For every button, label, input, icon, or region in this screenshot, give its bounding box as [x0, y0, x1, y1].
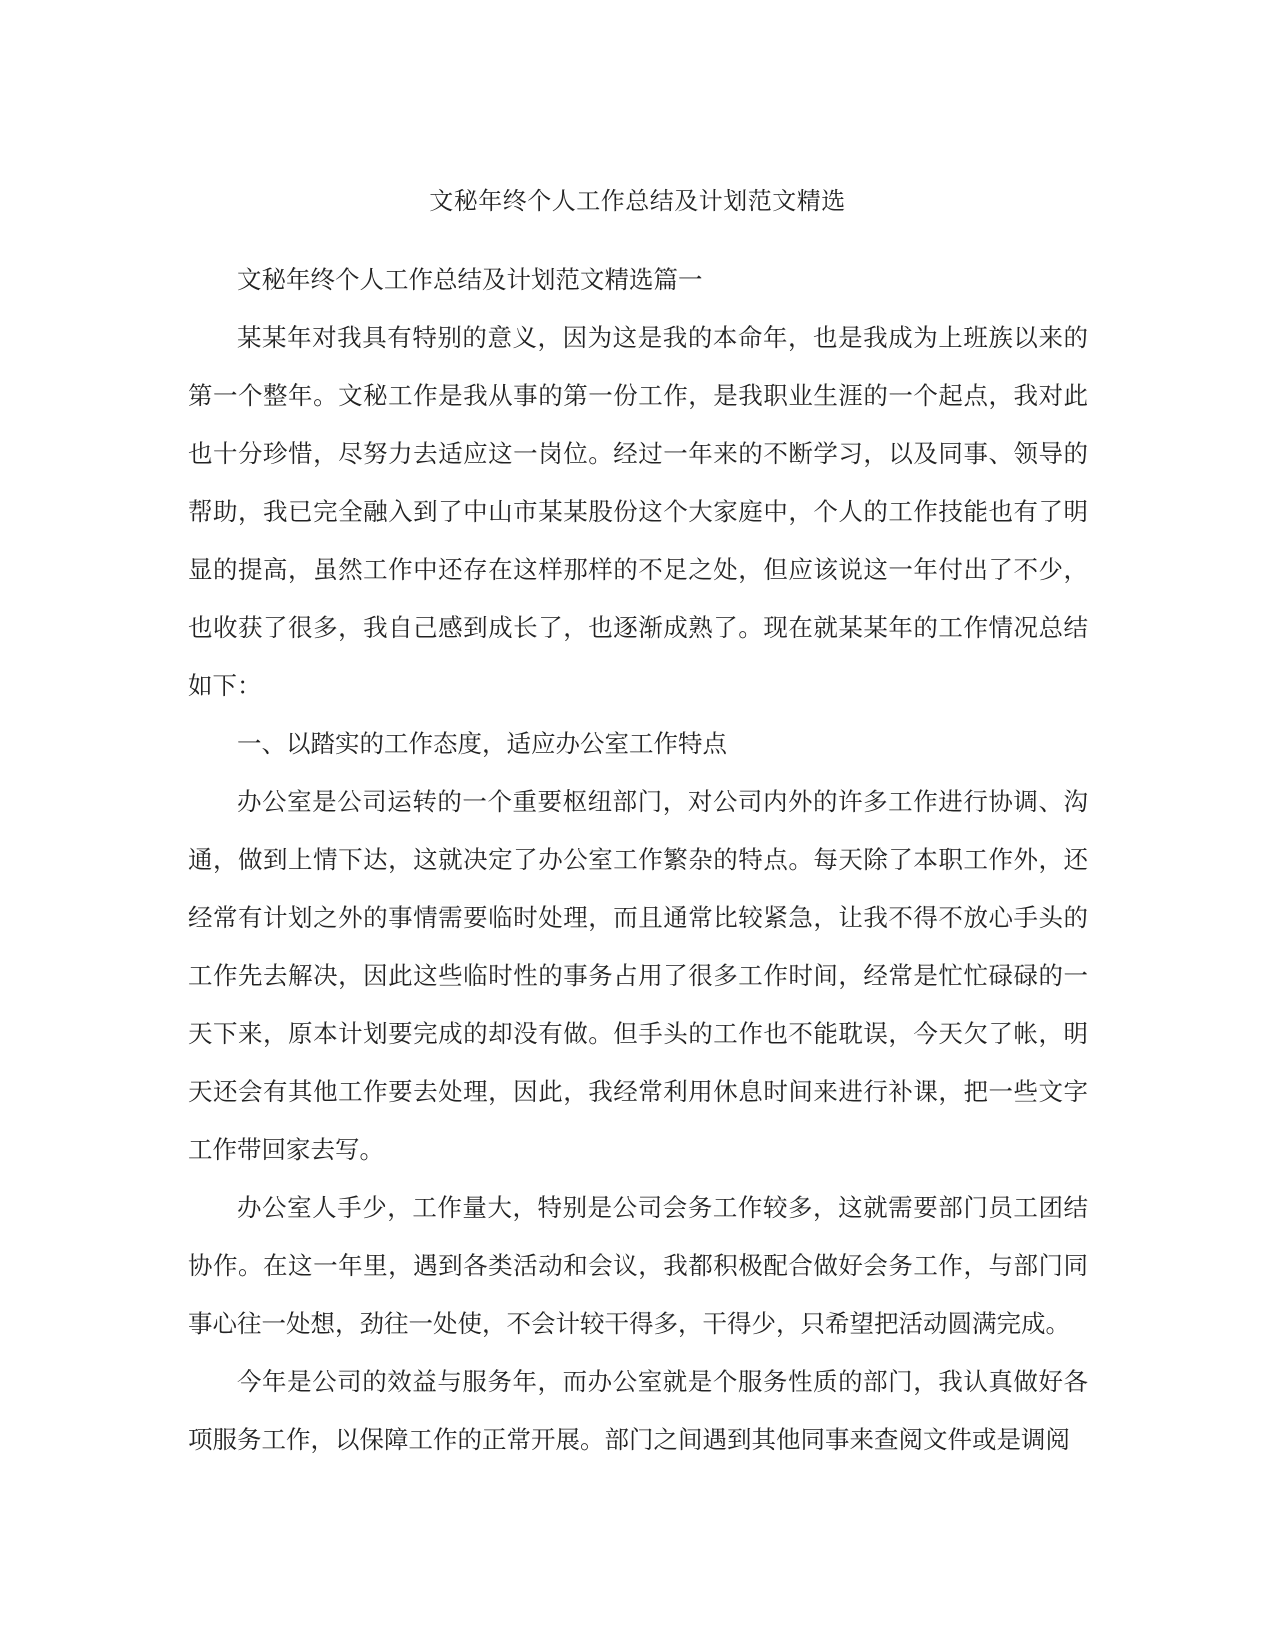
paragraph: 办公室人手少，工作量大，特别是公司会务工作较多，这就需要部门员工团结协作。在这一年里，遇到各类活动和会议，我都积极配合做好会务工作，与部门同事心往一处想，劲往一处使，不会计较干得多，干得少，只希望把活动圆满完成。 [188, 1193, 1088, 1338]
subsection-heading: 一、以踏实的工作态度，适应办公室工作特点 [237, 729, 727, 758]
document-title: 文秘年终个人工作总结及计划范文精选 [429, 187, 846, 215]
document-body [188, 251, 1088, 1469]
section-heading: 文秘年终个人工作总结及计划范文精选篇一 [237, 265, 703, 294]
paragraph: 办公室是公司运转的一个重要枢纽部门，对公司内外的许多工作进行协调、沟通，做到上情下达，这就决定了办公室工作繁杂的特点。每天除了本职工作外，还经常有计划之外的事情需要临时处理，而且通常比较紧急，让我不得不放心手头的工作先去解决，因此这些临时性的事务占用了很多工作时间，经常是忙忙碌碌的一天下来，原本计划要完成的却没有做。但手头的工作也不能耽误，今天欠了帐，明天还会有其他工作要去处理，因此，我经常利用休息时间来进行补课，把一些文字工作带回家去写。 [188, 787, 1088, 1164]
paragraph: 某某年对我具有特别的意义，因为这是我的本命年，也是我成为上班族以来的第一个整年。文秘工作是我从事的第一份工作，是我职业生涯的一个起点，我对此也十分珍惜，尽努力去适应这一岗位。经过一年来的不断学习，以及同事、领导的帮助，我已完全融入到了中山市某某股份这个大家庭中，个人的工作技能也有了明显的提高，虽然工作中还存在这样那样的不足之处，但应该说这一年付出了不少，也收获了很多，我自己感到成长了，也逐渐成熟了。现在就某某年的工作情况总结如下： [188, 323, 1088, 700]
paragraph: 今年是公司的效益与服务年，而办公室就是个服务性质的部门，我认真做好各项服务工作，以保障工作的正常开展。部门之间遇到其他同事来查阅文件或是调阅 [188, 1367, 1088, 1454]
